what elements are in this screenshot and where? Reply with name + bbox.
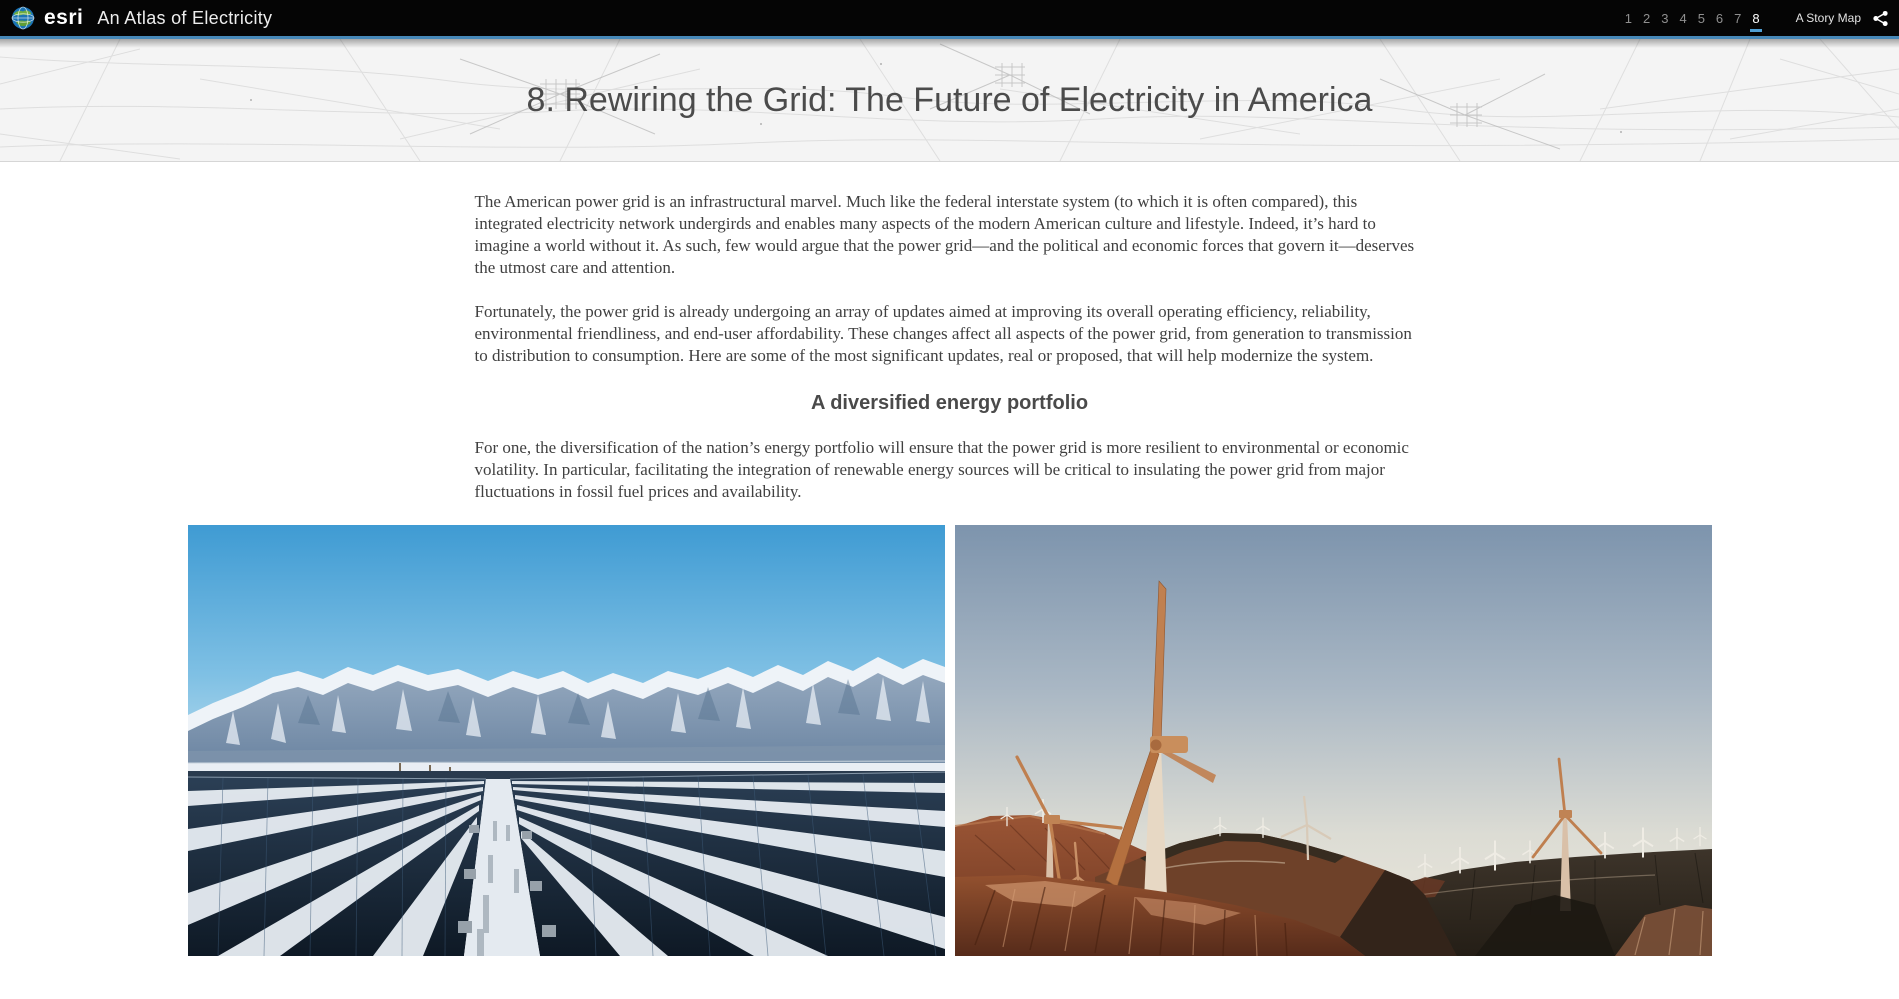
brand-wordmark: esri: [44, 6, 84, 29]
pager-item-5[interactable]: 5: [1697, 10, 1705, 26]
section-banner: [0, 39, 1899, 162]
section-pager: [1624, 9, 1761, 28]
pager-item-3[interactable]: 3: [1661, 10, 1669, 26]
paragraph-intro-1: The American power grid is an infrastructural marvel. Much like the federal interstate system (to which it is often compared), this integrated electricity network undergirds and enables many aspects of the modern American culture and lifestyle. Indeed, it’s hard to imagine a world without it. As such, few would argue that the power grid—and the political and economic forces that govern it—deserves the utmost care and attention.: [474, 192, 1415, 277]
pager-item-8-active[interactable]: 8: [1751, 9, 1760, 28]
page-title: 8. Rewiring the Grid: The Future of Electricity in America: [526, 80, 1373, 119]
wind-turbines-photo: [955, 525, 1712, 956]
pager-item-6[interactable]: 6: [1715, 10, 1724, 26]
article-body: [475, 162, 1425, 503]
header-bar: [0, 0, 1899, 36]
app-title: An Atlas of Electricity: [97, 7, 273, 28]
pager-item-7[interactable]: 7: [1734, 10, 1742, 26]
story-map-link[interactable]: A Story Map: [1795, 11, 1861, 25]
paragraph-portfolio: For one, the diversification of the nation’s energy portfolio will ensure that the power grid is more resilient to environmental or economic volatility. In particular, facilitating the integration of renewable energy sources will be critical to insulating the power grid from major fluctuations in fossil fuel prices and availability.: [474, 438, 1409, 502]
pager-item-1[interactable]: 1: [1624, 10, 1632, 26]
pager-item-4[interactable]: 4: [1679, 10, 1687, 26]
esri-globe-icon: [10, 5, 36, 31]
share-icon[interactable]: [1872, 10, 1889, 27]
active-page-underline: [1750, 29, 1761, 32]
header-right: [1624, 9, 1889, 28]
paragraph-intro-2: Fortunately, the power grid is already undergoing an array of updates aimed at improving its overall operating efficiency, reliability, environmental friendliness, and end-user affordability. These changes affect all aspects of the power grid, from generation to transmission to distribution to consumption. Here are some of the most significant updates, real or proposed, that will help modernize the system.: [474, 301, 1412, 365]
pager-item-2[interactable]: 2: [1642, 10, 1651, 26]
photo-row: [188, 525, 1712, 956]
solar-panels-photo: [188, 525, 945, 956]
esri-logo[interactable]: [10, 5, 83, 31]
subheading-diversified-portfolio: A diversified energy portfolio: [810, 392, 1089, 415]
